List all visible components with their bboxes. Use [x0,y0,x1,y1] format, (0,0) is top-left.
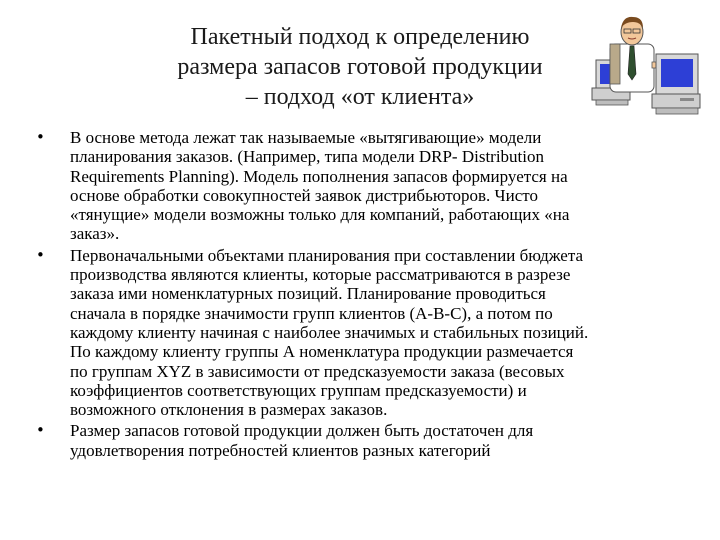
text-line: Первоначальными объектами планирования при составлении бюджета [70,245,584,265]
text-line: удовлетворения потребностей клиентов разных категорий [70,440,491,460]
list-item [36,128,698,244]
bullet-list [36,128,698,460]
text-line: В основе метода лежат так называемые «вытягивающие» модели [70,128,542,147]
text-line: По каждому клиенту группы А номенклатура продукции размечается [70,342,574,362]
text-line: Размер запасов готовой продукции должен быть достаточен для [70,421,534,441]
bullet-marker: • [36,245,45,264]
bullet-marker: • [36,421,45,440]
text-line: основе обработки совокупностей заявок дистрибьюторов. Чисто [70,185,538,205]
title-line: Пакетный подход к определению [190,24,530,50]
title-line: размера запасов готовой продукции [177,54,543,80]
text-line: каждому клиенту начиная с наиболее значимых и стабильных позиций. [70,322,589,342]
text-line: сначала в порядке значимости групп клиентов (А-В-С), а потом по [70,303,553,323]
text-line: заказа ими номенклатурных позиций. Планирование проводиться [70,284,546,304]
title-line: – подход «от клиента» [245,84,475,110]
text-line: по группам XYZ в зависимости от предсказуемости заказа (весовых [70,361,565,381]
text-line: «тянущие» модели возможны только для компаний, работающих «на [70,205,570,225]
list-item [36,246,698,420]
text-line: возможного отклонения в размерах заказов. [70,400,388,420]
text-line: Requirements Planning). Модель пополнения запасов формируется на [70,166,568,186]
man-with-computers-icon [590,14,702,118]
slide-title [150,22,570,112]
text-line: коэффициентов соответствующих группам предсказуемости) и [70,380,527,400]
text-line: заказ». [70,224,120,244]
list-item [36,421,698,460]
text-line: производства являются клиенты, которые рассматриваются в разрезе [70,265,571,285]
bullet-marker: • [36,128,45,146]
text-line: планирования заказов. (Например, типа модели DRP- Distribution [70,147,545,167]
